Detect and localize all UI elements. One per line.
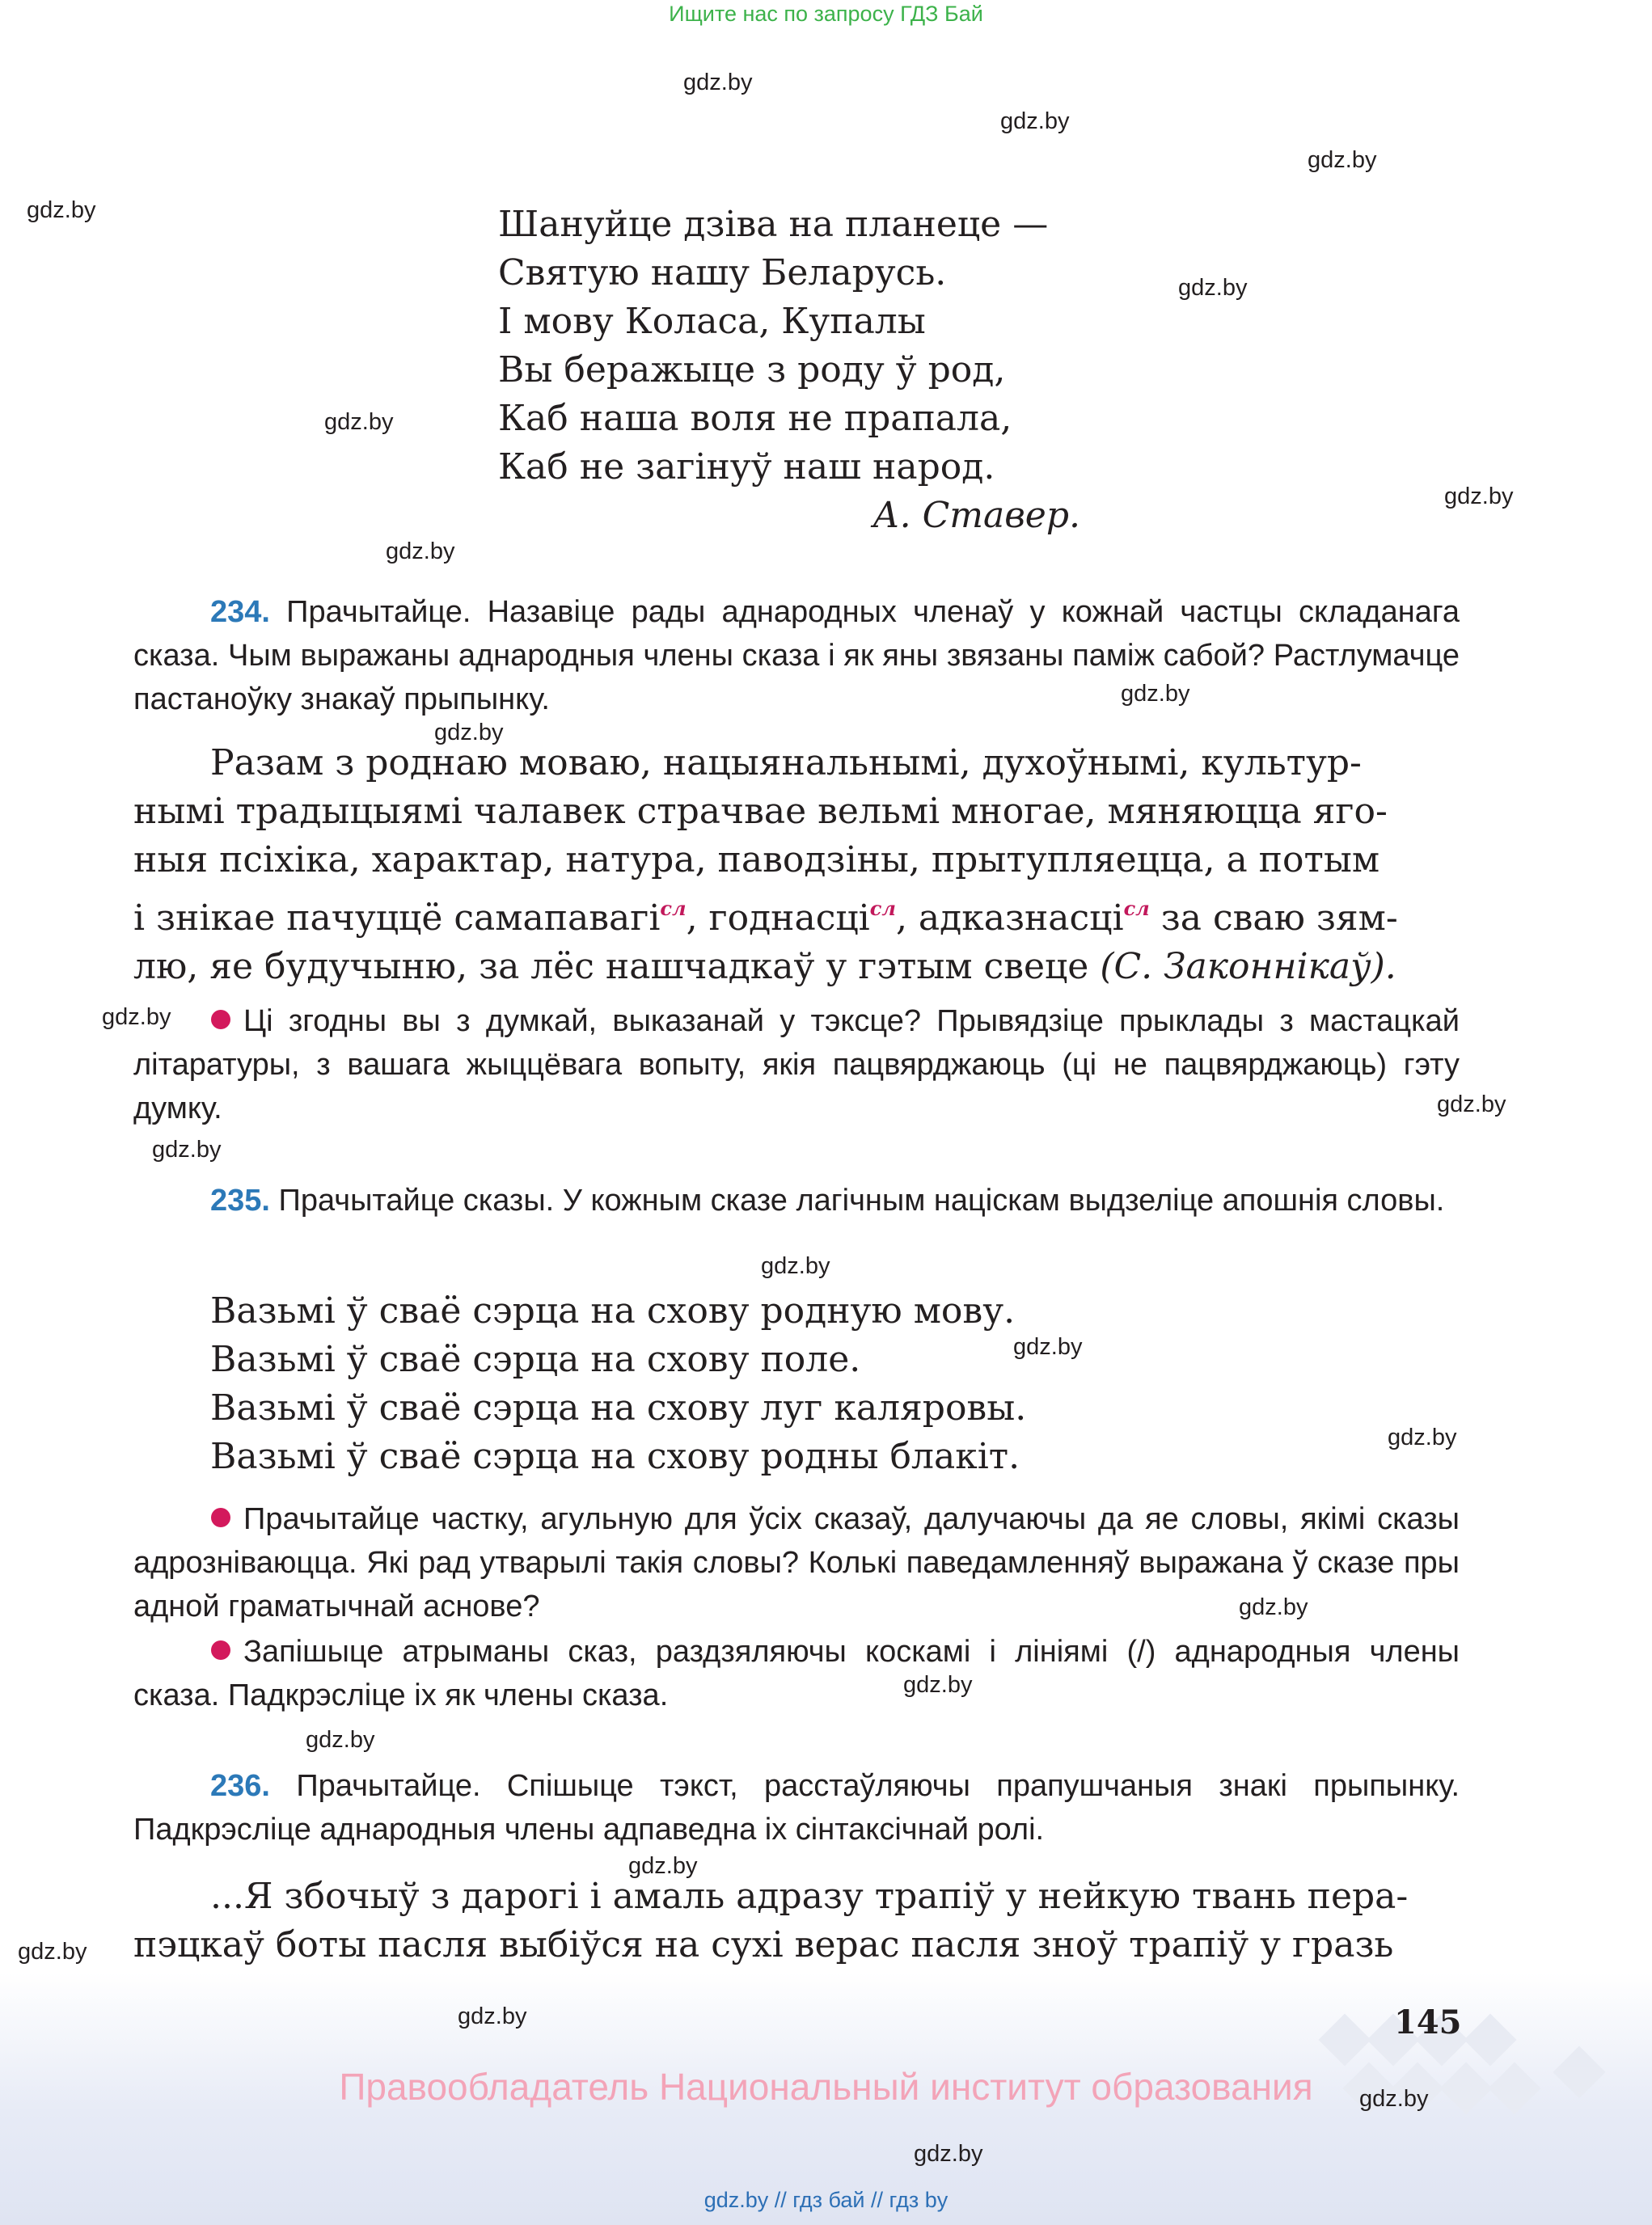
- top-banner[interactable]: Ищите нас по запросу ГДЗ Бай: [669, 2, 983, 26]
- question-text: Ці згодны вы з думкай, выказанай у тэксце? Прывядзіце прыклады з мастацкай літаратуры, з вашага жыццёвага вопыту, якія пацвярджаюць (ці не пацвярджаюць) гэту думку.: [133, 1004, 1460, 1125]
- citation: (С. Законнікаў).: [1100, 946, 1396, 987]
- task-235-instruction: [133, 1179, 1460, 1222]
- watermark: gdz.by: [18, 1939, 87, 1965]
- question-text: Прачытайце частку, агульную для ўсіх сказаў, далучаючы да яе словы, якімі сказы адрозніваюцца. Які рад утварылі такія словы? Колькі паведамленняў выражана ў сказе пры адной граматычнай аснове?: [133, 1502, 1460, 1623]
- poem-line: Шануйце дзіва на планеце —: [498, 204, 1049, 245]
- sentence: Вазьмі ў сваё сэрца на схову луг каляровы.: [210, 1387, 1027, 1429]
- page-number: 145: [1394, 2003, 1462, 2041]
- poem-line: І мову Коласа, Купалы: [498, 301, 926, 342]
- task-text: Прачытайце. Спішыце тэкст, расстаўляючы прапушчаныя знакі прыпынку. Падкрэсліце аднародныя члены адпаведна іх сінтаксічнай ролі.: [133, 1769, 1460, 1847]
- rights-holder: Правообладатель Национальный институт образования: [339, 2066, 1313, 2108]
- text-segment: за сваю зям-: [1149, 897, 1398, 939]
- watermark: gdz.by: [1239, 1594, 1308, 1620]
- text-segment: і знікае пачуццё самапавагі: [133, 897, 661, 939]
- text-segment: лю, яе будучыню, за лёс нашчадкаў у гэтым свеце: [133, 946, 1101, 987]
- watermark: gdz.by: [102, 1004, 171, 1030]
- poem-line: Каб не загінуў наш народ.: [498, 446, 995, 488]
- task-text: Прачытайце сказы. У кожным сказе лагічным націскам выдзеліце апошнія словы.: [278, 1184, 1445, 1218]
- watermark: gdz.by: [458, 2003, 527, 2029]
- watermark: gdz.by: [683, 70, 753, 95]
- watermark: gdz.by: [27, 197, 96, 223]
- watermark: gdz.by: [1178, 275, 1248, 301]
- task-236-instruction: [133, 1764, 1460, 1851]
- task-235-question-1: [133, 1497, 1460, 1628]
- reading-line: нымі традыцыямі чалавек страчвае вельмі многае, мяняюцца яго-: [133, 791, 1388, 832]
- poem-line: Вы беражыце з роду ў род,: [498, 349, 1006, 391]
- reading-line: [133, 885, 1460, 943]
- glossary-mark: сл: [1123, 897, 1150, 920]
- bottom-links[interactable]: gdz.by // гдз бай // гдз by: [703, 2188, 949, 2212]
- watermark: gdz.by: [152, 1137, 222, 1163]
- task-number: 235.: [210, 1184, 270, 1218]
- bullet-icon: [211, 1640, 230, 1660]
- reading-line: ныя псіхіка, характар, натура, паводзіны, прытупляецца, а потым: [133, 839, 1380, 880]
- watermark: gdz.by: [434, 720, 504, 745]
- watermark: gdz.by: [1308, 147, 1377, 173]
- poem-line: Святую нашу Беларусь.: [498, 252, 947, 293]
- task-234-question: [133, 999, 1460, 1130]
- poem-author: А. Ставер.: [872, 495, 1080, 536]
- poem-line: Каб наша воля не прапала,: [498, 398, 1012, 439]
- bullet-icon: [211, 1508, 230, 1527]
- watermark: gdz.by: [1013, 1334, 1083, 1360]
- task-235-sentences: [133, 1287, 1460, 1481]
- watermark: gdz.by: [1121, 681, 1190, 707]
- task-234-reading: [133, 739, 1460, 991]
- watermark: gdz.by: [386, 538, 455, 564]
- task-text: Прачытайце. Назавіце рады аднародных членаў у кожнай частцы складанага сказа. Чым выражаны аднародныя члены сказа і як яны звязаны паміж сабой? Растлумачце пастаноўку знакаў прыпынку.: [133, 595, 1460, 716]
- sentence: Вазьмі ў сваё сэрца на схову родную мову.: [210, 1290, 1016, 1332]
- reading-line: [133, 943, 1460, 991]
- task-235-question-2: [133, 1630, 1460, 1717]
- watermark: gdz.by: [903, 1672, 973, 1698]
- watermark: gdz.by: [1437, 1091, 1506, 1117]
- watermark: gdz.by: [914, 2141, 983, 2167]
- text-segment: , годнасці: [686, 897, 870, 939]
- watermark: gdz.by: [324, 409, 394, 435]
- task-number: 234.: [210, 595, 270, 629]
- watermark: gdz.by: [1444, 483, 1514, 509]
- question-text: Запішыце атрыманы сказ, раздзяляючы коскамі і лініямі (/) аднародныя члены сказа. Падкрэсліце іх як члены сказа.: [133, 1635, 1460, 1712]
- watermark: gdz.by: [761, 1253, 830, 1279]
- sentence: Вазьмі ў сваё сэрца на схову поле.: [210, 1339, 861, 1380]
- task-234-instruction: [133, 590, 1460, 721]
- glossary-mark: сл: [869, 897, 896, 920]
- watermark: gdz.by: [1388, 1425, 1457, 1450]
- reading-line: пэцкаў боты пасля выбіўся на сухі верас пасля зноў трапіў у гразь: [133, 1924, 1394, 1965]
- glossary-mark: сл: [660, 897, 687, 920]
- watermark: gdz.by: [1000, 108, 1070, 134]
- sentence: Вазьмі ў сваё сэрца на схову родны блакіт.: [210, 1436, 1020, 1477]
- watermark: gdz.by: [1359, 2086, 1429, 2112]
- task-number: 236.: [210, 1769, 270, 1803]
- bullet-icon: [211, 1010, 230, 1029]
- reading-line: Разам з роднаю моваю, нацыянальнымі, духоўнымі, культур-: [210, 742, 1362, 783]
- watermark: gdz.by: [628, 1853, 698, 1879]
- text-segment: , адказнасці: [895, 897, 1124, 939]
- poem: [498, 201, 1080, 540]
- reading-line: ...Я збочыў з дарогі і амаль адразу трапіў у нейкую твань пера-: [210, 1876, 1409, 1917]
- task-236-reading: [133, 1872, 1460, 1970]
- watermark: gdz.by: [306, 1727, 375, 1753]
